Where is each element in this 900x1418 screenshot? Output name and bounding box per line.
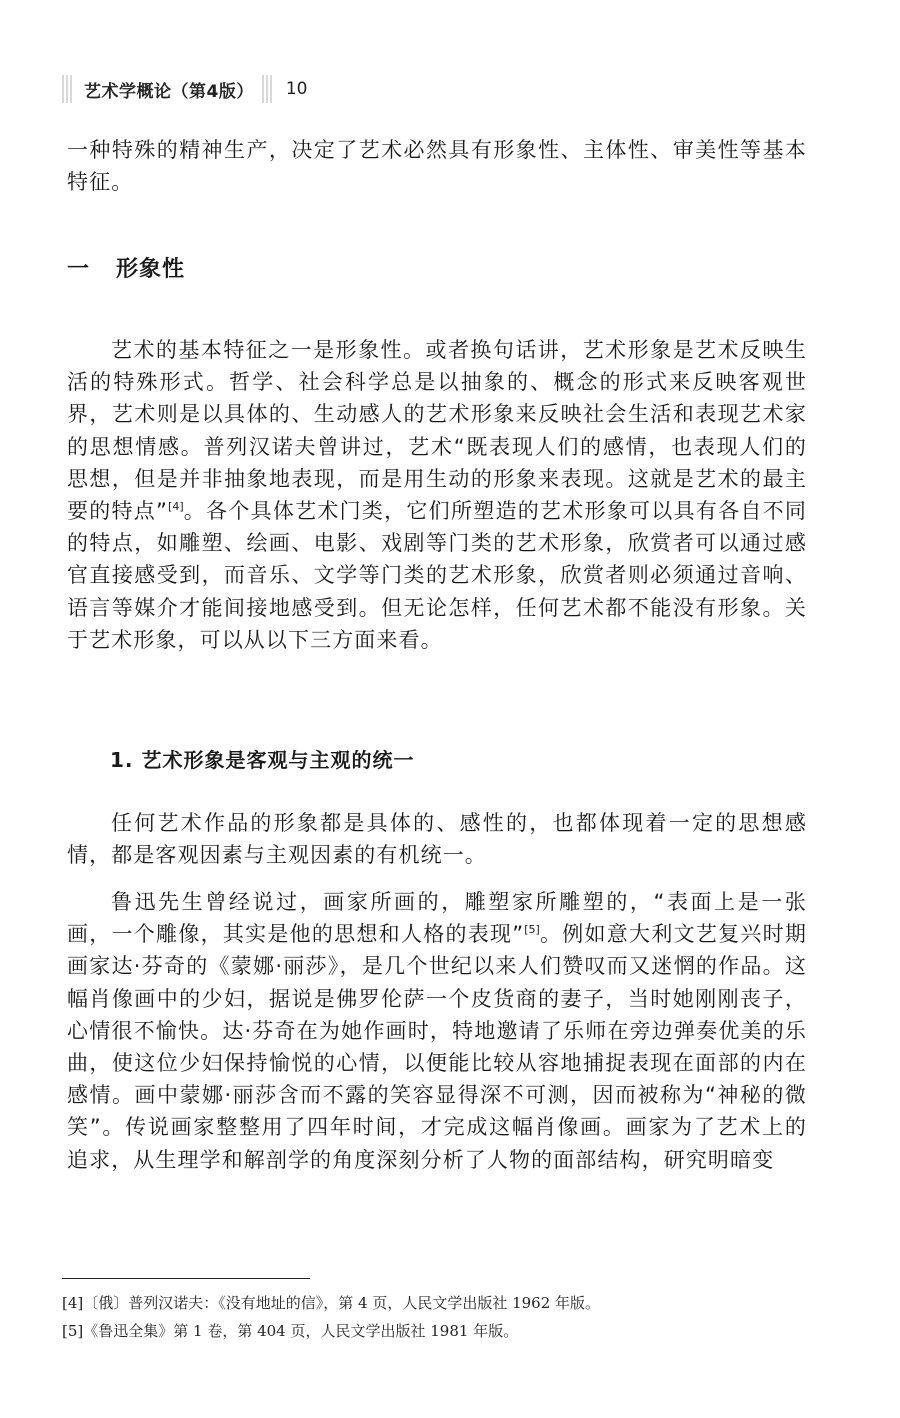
section-title: 形象性 bbox=[116, 257, 186, 282]
page-number: 10 bbox=[285, 79, 308, 99]
footnote-reference: [4] bbox=[168, 500, 184, 514]
paragraph-text: 。各个具体艺术门类，它们所塑造的艺术形象可以具有各自不同的特点，如雕塑、绘画、电影、戏剧等门类的艺术形象，欣赏者可以通过感官直接感受到，而音乐、文学等门类的艺术形象，欣赏者则必须通过音响、语言等媒介才能间接地感受到。但无论怎样，任何艺术都不能没有形象。关于艺术形象，可以从以下三方面来看。 bbox=[67, 499, 807, 652]
header-ornament-left bbox=[62, 75, 74, 103]
header-ornament-right bbox=[262, 75, 274, 103]
paragraph-continued: 一种特殊的精神生产，决定了艺术必然具有形象性、主体性、审美性等基本特征。 bbox=[67, 138, 807, 195]
running-header bbox=[62, 72, 307, 106]
paragraph-objective-subjective: 任何艺术作品的形象都是具体的、感性的，也都体现着一定的思想感情，都是客观因素与主观因素的有机统一。 bbox=[67, 811, 807, 868]
section-heading bbox=[67, 252, 185, 283]
paragraph-text: 艺术的基本特征之一是形象性。或者换句话讲，艺术形象是艺术反映生活的特殊形式。哲学、社会科学总是以抽象的、概念的形式来反映客观世界，艺术则是以具体的、生动感人的艺术形象来反映社会生活和表现艺术家的思想情感。普列汉诺夫曾讲过，艺术“既表现人们的感情，也表现人们的思想，但是并非抽象地表现，而是用生动的形象来表现。这就是艺术的最主要的特点” bbox=[67, 338, 807, 524]
footnote-reference: [5] bbox=[524, 923, 540, 937]
subsection-heading: 1. 艺术形象是客观与主观的统一 bbox=[110, 748, 415, 772]
footnote-5: [5]《鲁迅全集》第 1 卷，第 404 页，人民文学出版社 1981 年版。 bbox=[62, 1322, 519, 1340]
section-number: 一 bbox=[67, 257, 91, 282]
paragraph-text: 。例如意大利文艺复兴时期画家达·芬奇的《蒙娜·丽莎》，是几个世纪以来人们赞叹而又迷惘的作品。这幅肖像画中的少妇，据说是佛罗伦萨一个皮货商的妻子，当时她刚刚丧子，心情很不愉快。达·芬奇在为她作画时，特地邀请了乐师在旁边弹奏优美的乐曲，使这位少妇保持愉悦的心情，以便能比较从容地捕捉表现在面部的内在感情。画中蒙娜·丽莎含而不露的笑容显得深不可测，因而被称为“神秘的微笑”。传说画家整整用了四年时间，才完成这幅肖像画。画家为了艺术上的追求，从生理学和解剖学的角度深刻分析了人物的面部结构，研究明暗变 bbox=[67, 922, 807, 1172]
paragraph-text: 鲁迅先生曾经说过，画家所画的，雕塑家所雕塑的，“表面上是一张画，一个雕像，其实是他的思想和人格的表现” bbox=[67, 890, 807, 947]
footnote-4: [4]〔俄〕普列汉诺夫：《没有地址的信》，第 4 页，人民文学出版社 1962 年版。 bbox=[62, 1294, 601, 1312]
paragraph-lu-xun-mona-lisa bbox=[67, 886, 807, 1176]
paragraph-image-intro bbox=[67, 334, 807, 656]
book-title: 艺术学概论（第4版） bbox=[84, 81, 254, 102]
footnote-divider bbox=[62, 1278, 310, 1279]
